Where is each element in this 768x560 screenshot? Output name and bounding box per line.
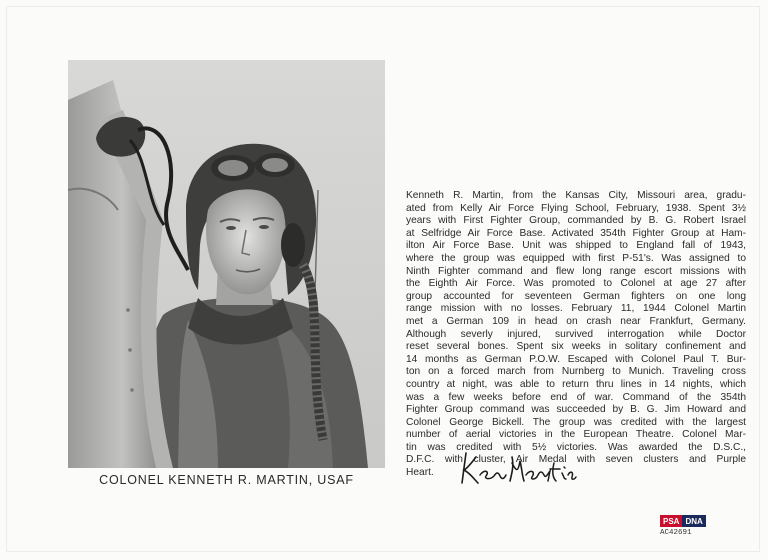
bio-line: Colonel George Bickell. The group was credited with the largest (406, 416, 746, 428)
bio-line: 14 months as German P.O.W. Escaped with Colonel Paul T. Bur- (406, 353, 746, 365)
psa-dna-logo (660, 515, 712, 527)
bio-line: ated from Kelly Air Force Flying School, February, 1938. Spent 3½ (406, 202, 746, 214)
pilot-portrait-photo (68, 60, 385, 468)
bio-line: at Selfridge Air Force Base. Activated 354th Fighter Group at Ham- (406, 227, 746, 239)
bio-line: group accounted for seventeen German fighters on one long (406, 290, 746, 302)
bio-line: D.F.C. with cluster, Air Medal with seven clusters and Purple (406, 454, 746, 466)
bio-line: tin was credited with 5½ victories. Was awarded the D.S.C., (406, 441, 746, 453)
dna-logo-text: DNA (682, 515, 705, 527)
biography-text (406, 190, 746, 480)
bio-line: ton on a forced march from Nurnberg to Munich. Traveling cross (406, 366, 746, 378)
bio-line: the Eighth Air Force. Was promoted to Colonel at age 27 after (406, 278, 746, 290)
bio-line: ilton Air Force Base. Unit was shipped to England fall of 1943, (406, 240, 746, 252)
bio-line: was a few weeks before end of war. Command of the 354th (406, 391, 746, 403)
bio-line: met a German 109 in head on crash near Frankfurt, Germany. (406, 315, 746, 327)
bio-line: number of aerial victories in the European Theatre. Colonel Mar- (406, 429, 746, 441)
bio-line: country at night, was able to return thru lines in 14 nights, which (406, 378, 746, 390)
authentication-sticker (660, 515, 712, 537)
certification-code: AC42691 (660, 529, 692, 537)
bio-line: reset several bones. Spent six weeks in solitary confinement and (406, 341, 746, 353)
psa-logo-text: PSA (660, 515, 682, 527)
bio-line: Ninth Fighter command and flew long range escort missions with (406, 265, 746, 277)
bio-line: years with First Fighter Group, commanded by B. G. Robert Israel (406, 215, 746, 227)
bio-line: Kenneth R. Martin, from the Kansas City, Missouri area, gradu- (406, 190, 746, 201)
bio-line: Fighter Group command was succeeded by B. G. Jim Howard and (406, 404, 746, 416)
handwritten-signature (458, 443, 578, 491)
photo-caption: COLONEL KENNETH R. MARTIN, USAF (99, 473, 354, 487)
bio-line: Heart. (406, 467, 434, 479)
bio-line: where the group was equipped with first P-51's. Was assigned to (406, 252, 746, 264)
bio-line: Although severly injured, survived interrogation while Doctor (406, 328, 746, 340)
bio-line: range mission with no losses. February 11, 1944 Colonel Martin (406, 303, 746, 315)
